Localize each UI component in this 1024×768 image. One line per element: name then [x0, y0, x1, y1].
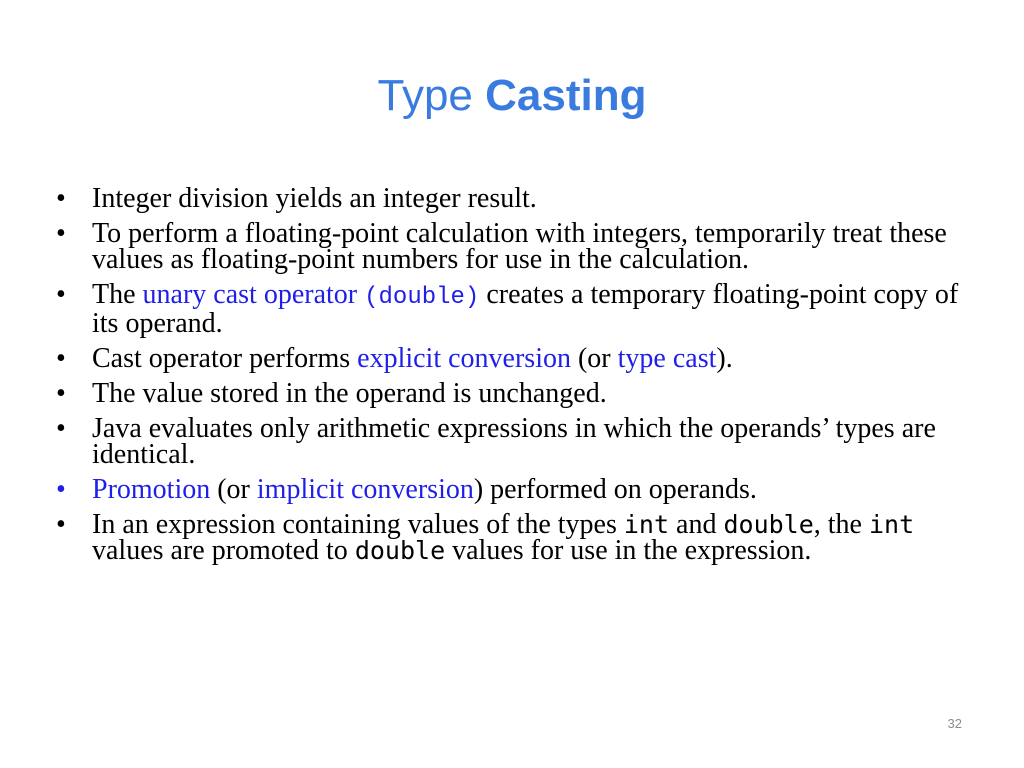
bullet-marker: • [56, 378, 66, 409]
bullet-text: Cast operator performs [92, 343, 358, 374]
highlight-term: implicit conversion [256, 474, 474, 505]
bullet-marker: • [56, 509, 66, 540]
bullet-text: In an expression containing values of the types [92, 509, 624, 540]
bullet-text: , the [813, 509, 869, 540]
code-snippet: int [623, 510, 670, 539]
bullet-marker: • [56, 413, 66, 444]
bullet-text: (or [570, 343, 618, 374]
highlight-term: unary cast operator [142, 279, 358, 310]
highlight-term: explicit conversion [357, 343, 571, 374]
bullet-text: and [669, 509, 724, 540]
bullet-text: (or [210, 474, 257, 505]
bullet-text: The value stored in the operand is unchanged. [92, 378, 607, 409]
highlight-term: Promotion [92, 474, 211, 505]
bullet-text: Integer division yields an integer result. [92, 183, 537, 214]
bullet-item [56, 183, 966, 214]
page-number: 32 [947, 716, 962, 731]
code-snippet: double [723, 510, 814, 539]
title-word-type: Type [377, 71, 486, 120]
code-snippet: double [354, 536, 446, 565]
code-snippet: int [869, 510, 915, 539]
bullet-item [56, 218, 966, 275]
bullet-item [56, 509, 966, 566]
bullet-text: The [92, 279, 143, 310]
bullet-text: values are promoted to [92, 535, 355, 566]
bullet-text: ) performed on operands. [473, 474, 757, 505]
bullet-marker: • [56, 183, 66, 214]
bullet-marker: • [56, 474, 66, 505]
bullet-marker: • [56, 279, 66, 310]
code-snippet: (double) [364, 284, 480, 311]
bullet-text: To perform a floating-point calculation with integers, temporarily treat these values as floating-point numbers for use in the calculation. [92, 218, 947, 275]
bullet-text: creates a temporary floating-point copy of its operand. [92, 279, 959, 339]
bullet-item [56, 343, 966, 374]
bullet-text: Java evaluates only arithmetic expressions in which the operands’ types are identical. [92, 413, 936, 470]
bullet-item [56, 474, 966, 505]
bullet-item [56, 279, 966, 339]
bullet-text: values for use in the expression. [445, 535, 812, 566]
slide-title [0, 68, 1024, 124]
bullet-list [56, 183, 966, 573]
bullet-item [56, 413, 966, 470]
highlight-term: type cast [617, 343, 717, 374]
bullet-item [56, 378, 966, 409]
bullet-marker: • [56, 343, 66, 374]
title-word-casting: Casting [485, 71, 647, 120]
bullet-text: ). [716, 343, 733, 374]
bullet-marker: • [56, 218, 66, 249]
